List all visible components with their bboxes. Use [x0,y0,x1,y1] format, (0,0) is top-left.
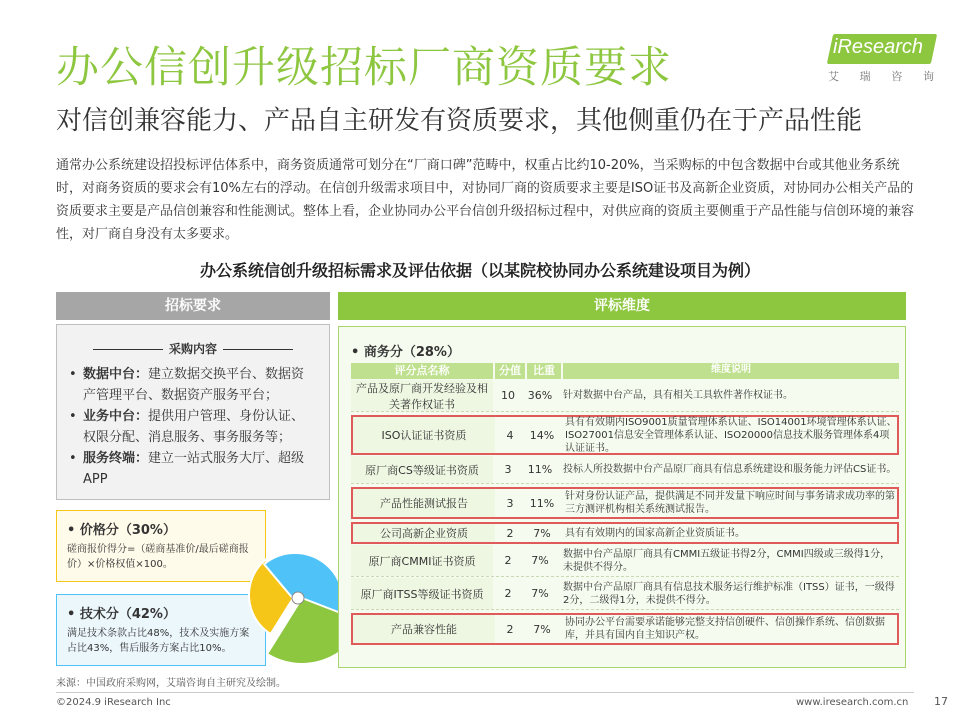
logo-text: iResearch [832,36,924,58]
page-title: 办公信创升级招标厂商资质要求 [56,43,672,93]
logo-char: 咨 [891,70,903,83]
procurement-item [69,448,317,490]
iresearch-logo [822,34,934,84]
procurement-content-box [56,324,330,500]
divider [223,349,293,350]
criterion-score: 3 [506,496,514,510]
criterion-score: 2 [504,554,512,567]
criterion-name: 原厂商ITSS等级证书资质 [351,578,493,609]
criterion-description: 协同办公平台需要承诺能够完整支持信创硬件、信创操作系统、信创数据库，并具有国内自主知识产权。 [565,617,885,641]
column-header: 比重 [527,363,561,379]
page-number: 17 [934,695,948,708]
logo-char: 询 [922,70,934,83]
logo-subtext [828,68,934,84]
criterion-description: 针对身份认证产品，提供满足不同并发量下响应时间与事务请求成功率的第三方测评机构相关系统测试报告。 [565,491,895,515]
section-title: 办公系统信创升级招标需求及评估依据（以某院校协同办公系统建设项目为例） [199,261,760,280]
criterion-name: 产品性能测试报告 [353,489,495,517]
logo-char: 艾 [828,70,839,83]
column-header: 评分点名称 [351,363,493,379]
source-note: 来源：中国政府采购网，艾瑞咨询自主研究及绘制。 [56,678,286,689]
evaluation-table [351,363,899,645]
item-label: 数据中台： [83,367,149,382]
criterion-weight: 7% [533,526,551,540]
bullet: • [69,367,77,382]
tech-score-body: 满足技术条款占比48%，技术及实施方案占比43%，售后服务方案占比10%。 [67,628,250,654]
criterion-name: 产品及原厂商开发经验及相关著作权证书 [351,380,493,411]
criterion-score: 10 [501,389,515,402]
divider [93,349,163,350]
tech-score-box [56,594,266,666]
item-label: 服务终端： [83,451,149,466]
bullet: • [69,451,77,466]
item-label: 业务中台： [83,409,149,424]
criterion-name: 产品兼容性能 [353,615,495,643]
criterion-score: 2 [504,587,512,600]
price-score-body: 磋商报价得分=（磋商基准价/最后磋商报价）×价格权值×100。 [67,544,249,570]
criterion-weight: 11% [527,463,553,476]
table-row [351,578,899,610]
bullet: • [69,409,77,424]
price-score-title: • 价格分（30%） [67,523,176,538]
criterion-weight: 7% [533,622,551,636]
intro-paragraph: 通常办公系统建设招投标评估体系中，商务资质通常可划分在“厂商口碑”范畴中，权重占比约10-20%，当采购标的中包含数据中台或其他业务系统时，对商务资质的要求会有10%左右的浮动。在信创升级需求项目中，对协同厂商的资质要求主要是ISO证书及高新企业资质，对协同办公相关产品的资质要求主要是产品信创兼容和性能测试。整体上看，企业协同办公平台信创升级招标过程中，对供应商的资质主要侧重于产品性能与信创环境的兼容性，对厂商自身没有太多要求。 [56,158,915,242]
footer-divider [56,692,914,693]
criterion-score: 2 [506,526,514,540]
criterion-name: 公司高新企业资质 [353,524,495,542]
criterion-description: 数据中台产品原厂商具有CMMI五级证书得2分，CMMI四级或三级得1分，未提供不得分。 [563,548,891,573]
criterion-score: 3 [504,463,512,476]
table-row [351,545,899,577]
procurement-title: 采购内容 [168,342,217,356]
evaluation-dimensions-header: 评标维度 [338,292,906,320]
logo-char: 瑞 [859,70,871,83]
column-header: 维度说明 [563,363,899,379]
table-row [351,522,899,544]
item-text: 建立数据交换平台、数据资产管理平台、数据资产服务平台； [83,367,305,403]
criterion-description: 投标人所投数据中台产品原厂商具有信息系统建设和服务能力评估CS证书。 [563,464,897,475]
business-score-title: • 商务分（28%） [351,345,460,360]
table-row [351,487,899,519]
copyright: ©2024.9 iResearch Inc [56,697,171,708]
table-row [351,380,899,412]
tech-score-title: • 技术分（42%） [67,607,176,622]
table-row [351,613,899,645]
criterion-score: 2 [506,622,514,636]
table-header-row [351,363,899,379]
item-text: 提供用户管理、身份认证、权限分配、消息服务、事务服务等； [83,409,305,445]
criterion-name: 原厂商CS等级证书资质 [351,456,493,483]
criterion-weight: 36% [527,389,553,402]
procurement-item [69,406,317,448]
criterion-name: 原厂商CMMI证书资质 [351,545,493,576]
bid-requirements-header: 招标要求 [56,292,330,320]
evaluation-panel [338,326,906,668]
criterion-score: 4 [506,428,514,442]
table-body [351,380,899,645]
procurement-item [69,364,317,406]
criterion-weight: 14% [529,428,555,442]
table-row [351,456,899,484]
criterion-description: 具有有效期内ISO9001质量管理体系认证、ISO14001环境管理体系认证、ISO27001信息安全管理体系认证、ISO20000信息技术服务管理体系4项认证证书。 [565,416,897,454]
criterion-description: 针对数据中台产品，具有相关工具软件著作权证书。 [563,390,793,401]
criterion-weight: 7% [531,554,549,567]
website: www.iresearch.com.cn [796,697,909,708]
column-header: 分值 [495,363,525,379]
table-row [351,415,899,455]
criterion-name: ISO认证证书资质 [353,417,495,453]
page-subtitle: 对信创兼容能力、产品自主研发有资质要求，其他侧重仍在于产品性能 [56,106,863,136]
pie-center-dot [292,592,304,604]
criterion-weight: 7% [531,587,549,600]
procurement-heading [69,339,317,360]
criterion-description: 数据中台产品原厂商具有信息技术服务运行维护标准（ITSS）证书，一级得2分，二级得1分，未提供不得分。 [563,581,895,606]
criterion-weight: 11% [529,496,555,510]
price-score-box [56,510,266,582]
item-text: 建立一站式服务大厅、超级APP [83,451,305,487]
criterion-description: 具有有效期内的国家高新企业资质证书。 [565,527,745,539]
